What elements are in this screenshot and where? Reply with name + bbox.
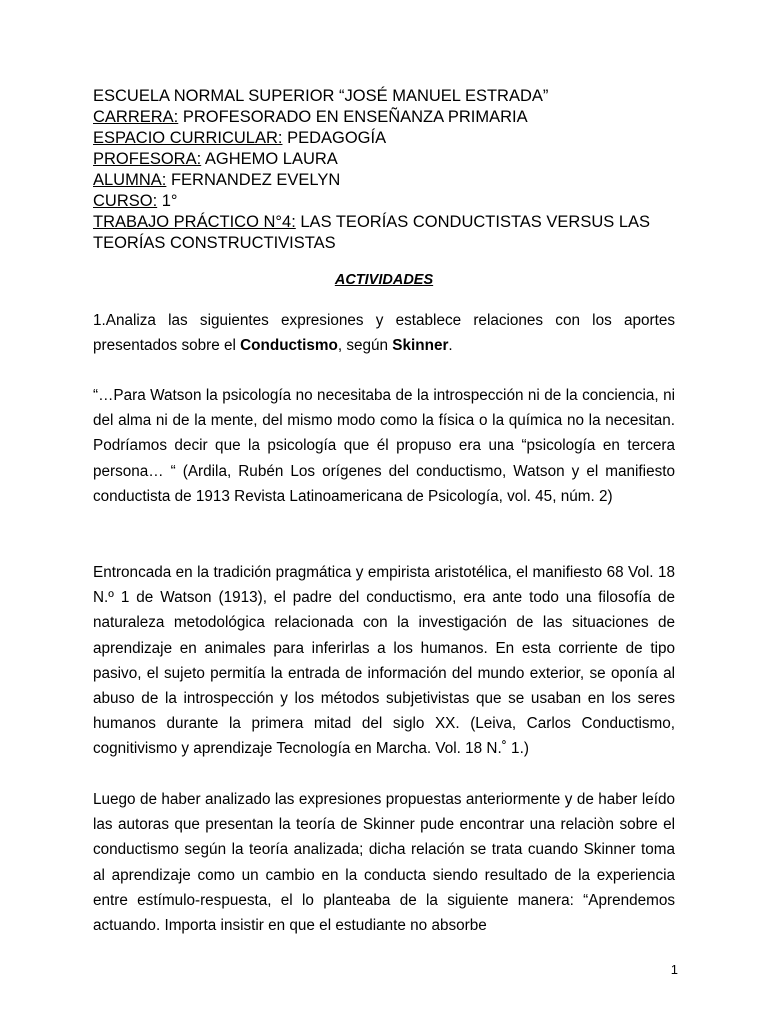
- page-number: 1: [670, 962, 678, 977]
- instruction-bold-skinner: Skinner: [392, 337, 449, 355]
- course-label: CURSO:: [93, 192, 158, 210]
- instruction-text-before: 1.Analiza las siguientes expresiones y establece relaciones con los aportes presentados sobre el: [93, 312, 675, 355]
- student-value: FERNANDEZ EVELYN: [166, 171, 341, 189]
- career-label: CARRERA:: [93, 108, 179, 126]
- curricular-label: ESPACIO CURRICULAR:: [93, 129, 283, 147]
- career-value: PROFESORADO EN ENSEÑANZA PRIMARIA: [178, 108, 528, 126]
- teacher-label: PROFESORA:: [93, 150, 202, 168]
- school-name: ESCUELA NORMAL SUPERIOR “JOSÉ MANUEL ESTRADA”: [93, 87, 549, 105]
- paragraph-instruction: [93, 308, 675, 358]
- course-value: 1°: [157, 192, 178, 210]
- paragraph-analysis: Luego de haber analizado las expresiones propuestas anteriormente y de haber leído las autoras que presentan la teoría de Skinner pude encontrar una relaciòn sobre el conductismo según la teoría analizada; dicha relación se trata cuando Skinner toma al aprendizaje como un cambio en la conducta siendo resultado de la experiencia entre estímulo-respuesta, el lo planteaba de la siguiente manera: “Aprendemos actuando. Importa insistir en que el estudiante no absorbe: [93, 791, 675, 935]
- section-title: ACTIVIDADES: [334, 272, 434, 288]
- career-line: [93, 107, 678, 128]
- teacher-value: AGHEMO LAURA: [201, 150, 338, 168]
- instruction-bold-conductismo: Conductismo: [240, 337, 338, 355]
- teacher-line: [93, 149, 678, 170]
- work-label: TRABAJO PRÁCTICO N°4:: [93, 213, 296, 231]
- document-header: [93, 86, 678, 254]
- student-line: [93, 170, 678, 191]
- curricular-line: [93, 128, 678, 149]
- student-label: ALUMNA:: [93, 171, 167, 189]
- curricular-value: PEDAGOGÍA: [282, 129, 387, 147]
- paragraph-watson-quote: “…Para Watson la psicología no necesitaba de la introspección ni de la conciencia, ni del alma ni de la mente, del mismo modo como la física o la química no la necesitan. Podríamos decir que la psicología que él propuso era una “psicología en tercera persona… “ (Ardila, Rubén Los orígenes del conductismo, Watson y el manifiesto conductista de 1913 Revista Latinoamericana de Psicología, vol. 45, núm. 2): [93, 387, 675, 505]
- instruction-text-after: .: [448, 337, 453, 355]
- course-line: [93, 191, 678, 212]
- work-value: LAS TEORÍAS CONDUCTISTAS VERSUS LAS TEORÍAS CONSTRUCTIVISTAS: [93, 213, 651, 252]
- work-line: [93, 212, 678, 254]
- instruction-text-middle: , según: [337, 337, 393, 355]
- paragraph-leiva-quote: Entroncada en la tradición pragmática y empirista aristotélica, el manifiesto 68 Vol. 18 N.º 1 de Watson (1913), el padre del conductismo, era ante todo una filosofía de naturaleza metodológica relacionada con la investigación de las situaciones de aprendizaje en animales para inferirlas a los humanos. En esta corriente de tipo pasivo, el sujeto permitía la entrada de información del mundo exterior, se oponía al abuso de la introspección y los métodos subjetivistas que se usaban en los seres humanos durante la primera mitad del siglo XX. (Leiva, Carlos Conductismo, cognitivismo y aprendizaje Tecnología en Marcha. Vol. 18 N.˚ 1.): [93, 564, 675, 758]
